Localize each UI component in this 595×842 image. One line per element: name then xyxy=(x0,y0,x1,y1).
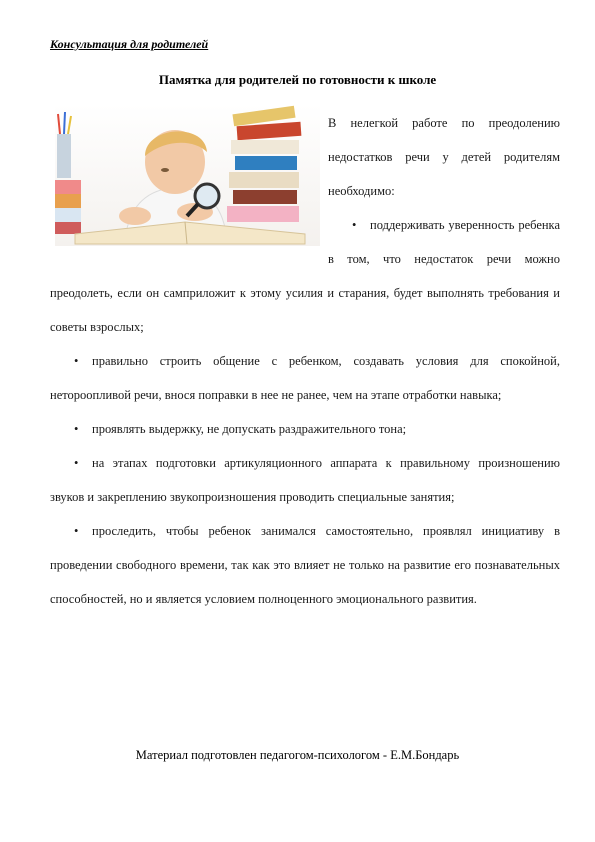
bullet-item-3 xyxy=(50,412,560,446)
bullet-item-5 xyxy=(50,514,560,616)
bullet-text-5: проследить, чтобы ребенок занимался самостоятельно, проявлял инициативу в проведении свободного времени, так как это влияет не только на развитие его познавательных способностей, но и является условием полноценного эмоционального развития. xyxy=(50,524,560,606)
bullet-symbol: • xyxy=(74,456,79,470)
bullet-symbol: • xyxy=(352,218,357,232)
bullet-text-2: правильно строить общение с ребенком, создавать условия для спокойной, нетороопливой речи, внося поправки в нее не ранее, чем на этапе отработки навыка; xyxy=(50,354,560,402)
bullet-symbol: • xyxy=(74,524,79,538)
bullet-text-1: поддерживать уверенность ребенка в том, что недостаток речи можно преодолеть, если он самприложит к этому усилия и старания, будет выполнять требования и советы взрослых; xyxy=(50,218,560,334)
bullet-symbol: • xyxy=(74,422,79,436)
intro-text: В нелегкой работе по преодолению недостатков речи у детей родителям необходимо: xyxy=(328,116,560,198)
bullet-item-2 xyxy=(50,344,560,412)
bullet-symbol: • xyxy=(74,354,79,368)
document-body xyxy=(50,106,560,616)
bullet-text-3: проявлять выдержку, не допускать раздражительного тона; xyxy=(92,422,407,436)
bullet-item-4 xyxy=(50,446,560,514)
photo-wrap-spacer xyxy=(50,106,328,248)
document-header: Консультация для родителей xyxy=(50,37,209,51)
document-title: Памятка для родителей по готовности к школе xyxy=(158,72,437,87)
bullet-text-4: на этапах подготовки артикуляционного аппарата к правильному произношению звуков и закреплению звукопроизношения проводить специальные занятия; xyxy=(50,456,560,504)
document-footer: Материал подготовлен педагогом-психологом - Е.М.Бондарь xyxy=(135,748,460,762)
